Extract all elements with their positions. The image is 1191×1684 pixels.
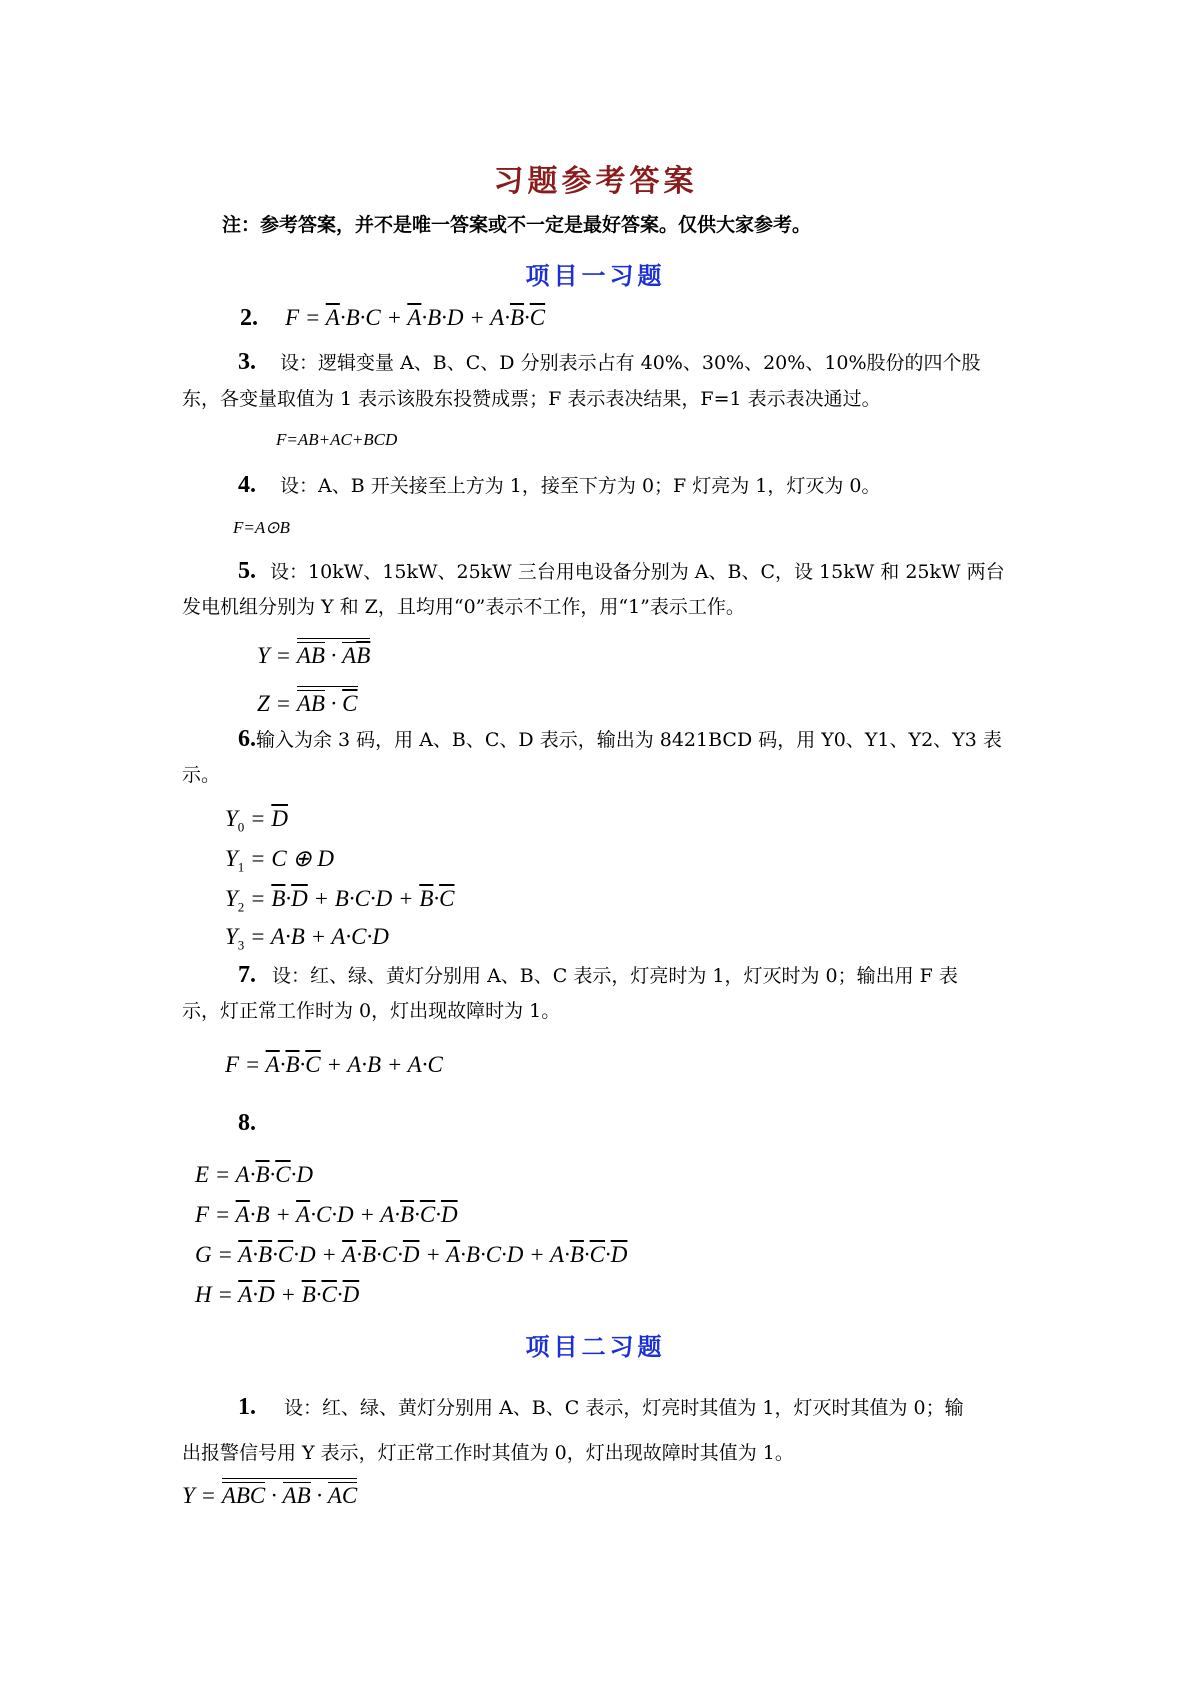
section-heading-2: 项目二习题 [525,1332,666,1361]
question-number: 1. [238,1394,256,1420]
question-text: 输入为余 3 码，用 A、B、C、D 表示，输出为 8421BCD 码，用 Y0、Y1、Y2、Y3 表 [256,729,1002,751]
formula-q5-y: Y = AB · $A\overline{B}$ [257,638,370,669]
formula-q8-g: $G = \overline{A}\cdot\overline{B}\cdot\overline{C}\cdot D + \overline{A}\cdot\overline{B}\cdot C\cdot\overline{D} + \overline{A}\cdot B\cdot C\cdot D + A\cdot\overline{B}\cdot\overline{C}\cdot\overline{D}$ [195,1242,628,1267]
question-number: 4. [238,472,256,498]
question-2 [240,305,545,332]
p2-question-1-line1 [238,1390,964,1425]
question-3-line1 [238,345,981,380]
p2-question-1-line2: 出报警信号用 Y 表示，灯正常工作时其值为 0，灯出现故障时其值为 1。 [182,1442,794,1464]
question-text: 设：红、绿、黄灯分别用 A、B、C 表示，灯亮时其值为 1，灯灭时其值为 0；输 [284,1397,964,1419]
question-number: 8. [238,1110,256,1136]
formula-q6-y1: $Y_1 = C$ ⊕ D [225,846,335,875]
formula-q7: $F = \overline{A}\cdot\overline{B}\cdot\overline{C} + A\cdot B + A\cdot C$ [225,1052,443,1077]
question-number: 7. [238,962,256,988]
formula-q3: F=AB+AC+BCD [276,430,398,449]
question-4 [238,468,881,503]
question-number: 3. [238,349,256,375]
question-7-line1 [238,958,958,993]
formula-q6-y3: $Y_3 = A\cdot B + A\cdot C\cdot D$ [225,924,389,953]
question-number: 5. [238,558,256,584]
question-text: 设：逻辑变量 A、B、C、D 分别表示占有 40%、30%、20%、10%股份的四个股 [280,352,981,374]
question-7-line2: 示，灯正常工作时为 0，灯出现故障时为 1。 [182,1000,561,1022]
formula-q8-f: $F = \overline{A}\cdot B + \overline{A}\cdot C\cdot D + A\cdot\overline{B}\cdot\overline{C}\cdot\overline{D}$ [195,1202,458,1227]
question-5-line1 [238,554,1005,589]
question-6-line2: 示。 [182,764,221,786]
formula-q8-h: $H = \overline{A}\cdot\overline{D} + \overline{B}\cdot\overline{C}\cdot\overline{D}$ [195,1282,360,1307]
question-number: 2. [240,305,258,331]
question-3-line2: 东，各变量取值为 1 表示该股东投赞成票；F 表示表决结果，F=1 表示表决通过。 [182,388,881,410]
formula-q6-y2: $Y_2 = \overline{B}\cdot\overline{D} + B\cdot C\cdot D + \overline{B}\cdot\overline{C}$ [225,886,455,915]
note-text: 注：参考答案，并不是唯一答案或不一定是最好答案。仅供大家参考。 [222,214,812,236]
formula-p2-q1: Y = ABC · AB · AC [182,1478,357,1509]
question-text: 设：红、绿、黄灯分别用 A、B、C 表示，灯亮时为 1，灯灭时为 0；输出用 F 表 [272,965,958,987]
formula-q2: $F = \overline{A}\cdot B\cdot C + \overline{A}\cdot B\cdot D + A\cdot\overline{B}\cdot\overline{C}$ [285,305,546,330]
formula-q4: F=A⊙B [233,518,290,537]
formula-q8-e: $E = A\cdot\overline{B}\cdot\overline{C}\cdot D$ [195,1162,313,1187]
question-text: 设：10kW、15kW、25kW 三台用电设备分别为 A、B、C，设 15kW 和 25kW 两台 [270,561,1005,583]
question-number: 6. [238,726,256,752]
question-6-line1 [238,722,1002,757]
question-8 [238,1110,256,1137]
formula-q5-z: Z = AB · $\overline{C}$ [257,686,358,717]
formula-q6-y0: $Y_0 = \overline{D}$ [225,806,288,835]
question-5-line2: 发电机组分别为 Y 和 Z，且均用“0”表示不工作，用“1”表示工作。 [182,596,745,618]
section-heading-1: 项目一习题 [525,261,666,290]
question-text: 设：A、B 开关接至上方为 1，接至下方为 0；F 灯亮为 1，灯灭为 0。 [280,475,881,497]
page-title: 习题参考答案 [493,164,698,199]
